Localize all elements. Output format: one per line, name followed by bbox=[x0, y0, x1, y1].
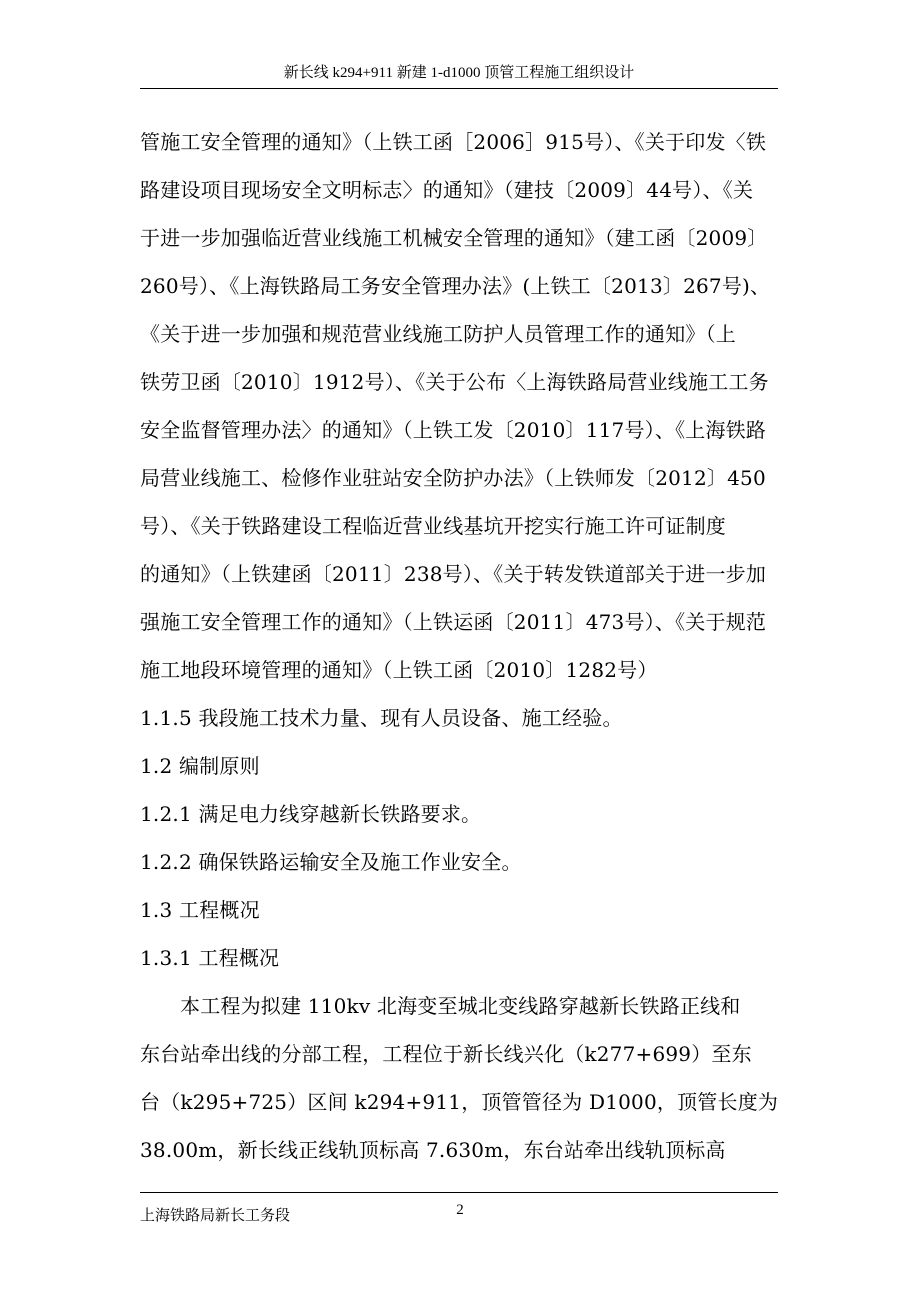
section-heading: 1.3.1 工程概况 bbox=[140, 946, 280, 970]
text-line: 局营业线施工、检修作业驻站安全防护办法》（上铁师发〔2012〕450 bbox=[140, 466, 766, 490]
paragraph-first-line: 本工程为拟建 110kv 北海变至城北变线路穿越新长铁路正线和 bbox=[180, 994, 741, 1018]
text-line: 路建设项目现场安全文明标志〉的通知》（建技〔2009〕44号）、《关 bbox=[140, 178, 754, 202]
section-line: 1.1.5 我段施工技术力量、现有人员设备、施工经验。 bbox=[140, 706, 623, 730]
section-line: 1.2.1 满足电力线穿越新长铁路要求。 bbox=[140, 802, 482, 826]
text-line: 的通知》（上铁建函〔2011〕238号）、《关于转发铁道部关于进一步加 bbox=[140, 562, 767, 586]
text-line: 《关于进一步加强和规范营业线施工防护人员管理工作的通知》（上 bbox=[140, 322, 736, 346]
text-line: 铁劳卫函〔2010〕1912号）、《关于公布〈上海铁路局营业线施工工务 bbox=[140, 370, 769, 394]
text-line: 于进一步加强临近营业线施工机械安全管理的通知》（建工函〔2009〕 bbox=[140, 226, 768, 250]
section-line: 1.2.2 确保铁路运输安全及施工作业安全。 bbox=[140, 850, 522, 874]
text-line: 260号）、《上海铁路局工务安全管理办法》(上铁工〔2013〕267号)、 bbox=[140, 274, 771, 298]
header-rule bbox=[140, 88, 778, 89]
text-line: 安全监督管理办法〉的通知》（上铁工发〔2010〕117号）、《上海铁路 bbox=[140, 418, 767, 442]
text-line: 38.00m，新长线正线轨顶标高 7.630m，东台站牵出线轨顶标高 bbox=[140, 1138, 726, 1162]
text-line: 施工地段环境管理的通知》（上铁工函〔2010〕1282号） bbox=[140, 658, 658, 682]
text-line: 强施工安全管理工作的通知》（上铁运函〔2011〕473号）、《关于规范 bbox=[140, 610, 767, 634]
footer-rule bbox=[140, 1192, 778, 1193]
text-line: 管施工安全管理的通知》（上铁工函［2006］915号）、《关于印发〈铁 bbox=[140, 130, 767, 154]
text-line: 台（k295+725）区间 k294+911，顶管管径为 D1000，顶管长度为 bbox=[140, 1090, 778, 1114]
text-line: 东台站牵出线的分部工程，工程位于新长线兴化（k277+699）至东 bbox=[140, 1042, 752, 1066]
running-header: 新长线 k294+911 新建 1-d1000 顶管工程施工组织设计 bbox=[283, 65, 635, 81]
text-line: 号）、《关于铁路建设工程临近营业线基坑开挖实行施工许可证制度 bbox=[140, 514, 726, 538]
section-heading: 1.2 编制原则 bbox=[140, 754, 260, 778]
body-text bbox=[140, 118, 778, 1174]
page-number: 2 bbox=[456, 1202, 464, 1218]
footer-organization: 上海铁路局新长工务段 bbox=[140, 1208, 291, 1224]
section-heading: 1.3 工程概况 bbox=[140, 898, 260, 922]
